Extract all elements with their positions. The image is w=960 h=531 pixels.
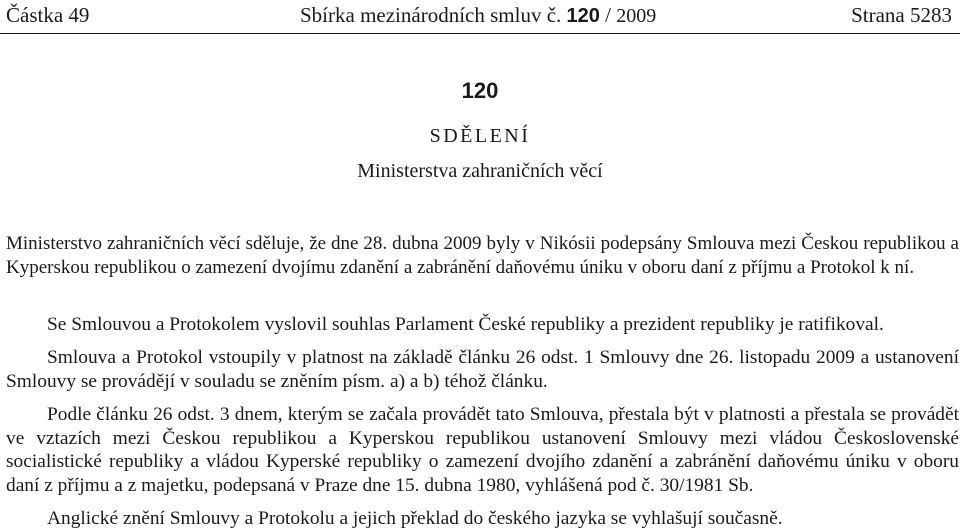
paragraph-publication: Anglické znění Smlouvy a Protokolu a jejich překlad do českého jazyka se vyhlašují současně. (47, 508, 783, 529)
header-page-number: Strana 5283 (851, 3, 952, 27)
header-collection (300, 3, 656, 28)
document-issuer: Ministerstva zahraničních věcí (357, 160, 603, 182)
document-type: SDĚLENÍ (429, 125, 531, 147)
paragraph-signing: Ministerstvo zahraničních věcí sděluje, že dne 28. dubna 2009 byly v Nikósii podepsány Smlouva mezi Českou republikou a Kyperskou republikou o zamezení dvojímu zdanění a zabránění daňovému úniku v oboru daní z příjmu a Protokol k ní. (6, 233, 959, 278)
paragraph-ratification: Se Smlouvou a Protokolem vyslovil souhlas Parlament České republiky a prezident republiky je ratifikoval. (47, 314, 884, 335)
header-rule (0, 33, 960, 34)
document-number: 120 (461, 78, 499, 103)
header-separator: / (605, 3, 611, 27)
header-year: 2009 (616, 5, 657, 27)
header-collection-title: Sbírka mezinárodních smluv č. (300, 3, 562, 27)
paragraph-entry-into-force: Smlouva a Protokol vstoupily v platnost na základě článku 26 odst. 1 Smlouvy dne 26. listopadu 2009 a ustanovení Smlouvy se provádějí v souladu se zněním písm. a) a b) téhož článku. (6, 347, 959, 392)
header-part-number: Částka 49 (6, 3, 90, 27)
header-issue-number: 120 (566, 5, 600, 27)
paragraph-termination: Podle článku 26 odst. 3 dnem, kterým se začala provádět tato Smlouva, přestala být v platnosti a přestala se provádět ve vztazích mezi Českou republikou a Kyperskou republikou ustanovení Smlouvy mezi vládou Československé socialistické republiky a vládou Kyperské republiky o zamezení dvojího zdanění a zabránění daňovému úniku v oboru daní z příjmu a z majetku, podepsaná v Praze dne 15. dubna 1980, vyhlášená pod č. 30/1981 Sb. (6, 404, 959, 496)
page-header (6, 1, 954, 31)
